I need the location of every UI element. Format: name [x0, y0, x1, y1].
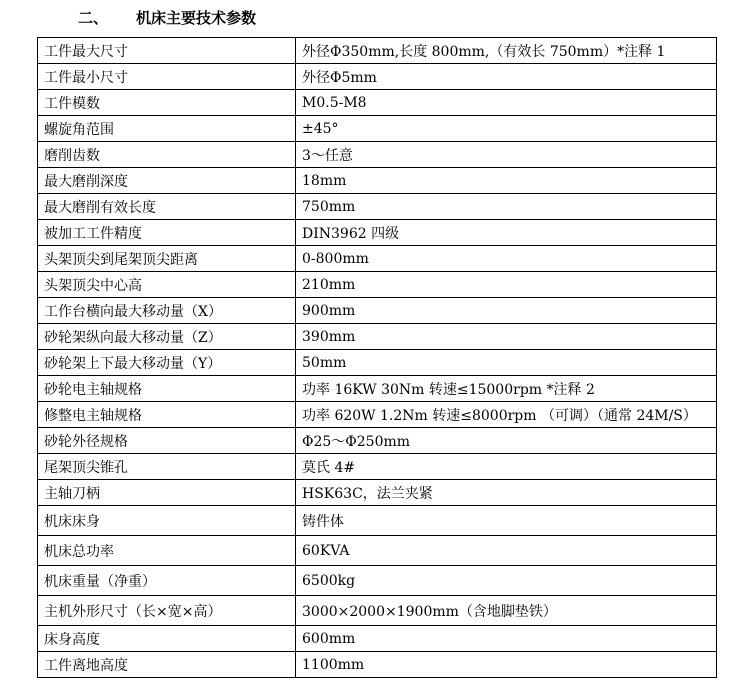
- section-heading: [78, 6, 256, 30]
- param-label: 机床床身: [38, 506, 296, 536]
- table-row: [38, 652, 717, 678]
- table-row: [38, 428, 717, 454]
- section-number: 二、: [78, 9, 109, 27]
- param-label: 主机外形尺寸（长×宽×高）: [38, 596, 296, 626]
- param-label: 砂轮架纵向最大移动量（Z）: [38, 324, 296, 350]
- table-row: [38, 506, 717, 536]
- param-label: 砂轮架上下最大移动量（Y）: [38, 350, 296, 376]
- param-label: 头架顶尖到尾架顶尖距离: [38, 246, 296, 272]
- param-value: 莫氏 4#: [296, 454, 717, 480]
- param-value: M0.5-M8: [296, 90, 717, 116]
- table-row: [38, 350, 717, 376]
- param-value: 功率 16KW 30Nm 转速≤15000rpm *注释 2: [296, 376, 717, 402]
- param-label: 机床总功率: [38, 536, 296, 566]
- param-value: 390mm: [296, 324, 717, 350]
- param-value: 3000×2000×1900mm（含地脚垫铁）: [296, 596, 717, 626]
- param-value: 0-800mm: [296, 246, 717, 272]
- table-row: [38, 596, 717, 626]
- param-value: 600mm: [296, 626, 717, 652]
- param-value: 900mm: [296, 298, 717, 324]
- table-row: [38, 324, 717, 350]
- table-row: [38, 194, 717, 220]
- table-row: [38, 90, 717, 116]
- param-value: 3～任意: [296, 142, 717, 168]
- param-value: 210mm: [296, 272, 717, 298]
- param-label: 磨削齿数: [38, 142, 296, 168]
- param-value: ±45°: [296, 116, 717, 142]
- param-label: 最大磨削深度: [38, 168, 296, 194]
- param-label: 工件最小尺寸: [38, 64, 296, 90]
- param-label: 被加工工件精度: [38, 220, 296, 246]
- table-row: [38, 626, 717, 652]
- table-row: [38, 536, 717, 566]
- param-label: 最大磨削有效长度: [38, 194, 296, 220]
- table-row: [38, 168, 717, 194]
- param-value: 铸件体: [296, 506, 717, 536]
- param-label: 工件离地高度: [38, 652, 296, 678]
- table-row: [38, 220, 717, 246]
- table-row: [38, 566, 717, 596]
- param-value: DIN3962 四级: [296, 220, 717, 246]
- table-row: [38, 246, 717, 272]
- table-row: [38, 64, 717, 90]
- table-row: [38, 454, 717, 480]
- table-row: [38, 402, 717, 428]
- param-value: 6500kg: [296, 566, 717, 596]
- param-label: 螺旋角范围: [38, 116, 296, 142]
- param-label: 工件最大尺寸: [38, 38, 296, 64]
- table-row: [38, 298, 717, 324]
- param-label: 修整电主轴规格: [38, 402, 296, 428]
- param-value: 1100mm: [296, 652, 717, 678]
- param-value: 60KVA: [296, 536, 717, 566]
- param-label: 工作台横向最大移动量（X）: [38, 298, 296, 324]
- section-title: 机床主要技术参数: [136, 9, 257, 27]
- param-value: 外径Φ5mm: [296, 64, 717, 90]
- param-value: 功率 620W 1.2Nm 转速≤8000rpm （可调）（通常 24M/S）: [296, 402, 717, 428]
- param-label: 床身高度: [38, 626, 296, 652]
- param-label: 尾架顶尖锥孔: [38, 454, 296, 480]
- table-row: [38, 480, 717, 506]
- param-value: HSK63C，法兰夹紧: [296, 480, 717, 506]
- param-label: 头架顶尖中心高: [38, 272, 296, 298]
- param-label: 工件模数: [38, 90, 296, 116]
- param-label: 主轴刀柄: [38, 480, 296, 506]
- param-value: Φ25～Φ250mm: [296, 428, 717, 454]
- param-value: 外径Φ350mm,长度 800mm,（有效长 750mm）*注释 1: [296, 38, 717, 64]
- param-label: 砂轮电主轴规格: [38, 376, 296, 402]
- table-row: [38, 116, 717, 142]
- table-row: [38, 38, 717, 64]
- param-label: 机床重量（净重）: [38, 566, 296, 596]
- param-value: 750mm: [296, 194, 717, 220]
- spec-table: [37, 37, 717, 678]
- param-value: 50mm: [296, 350, 717, 376]
- table-row: [38, 272, 717, 298]
- table-row: [38, 376, 717, 402]
- param-value: 18mm: [296, 168, 717, 194]
- param-label: 砂轮外径规格: [38, 428, 296, 454]
- table-row: [38, 142, 717, 168]
